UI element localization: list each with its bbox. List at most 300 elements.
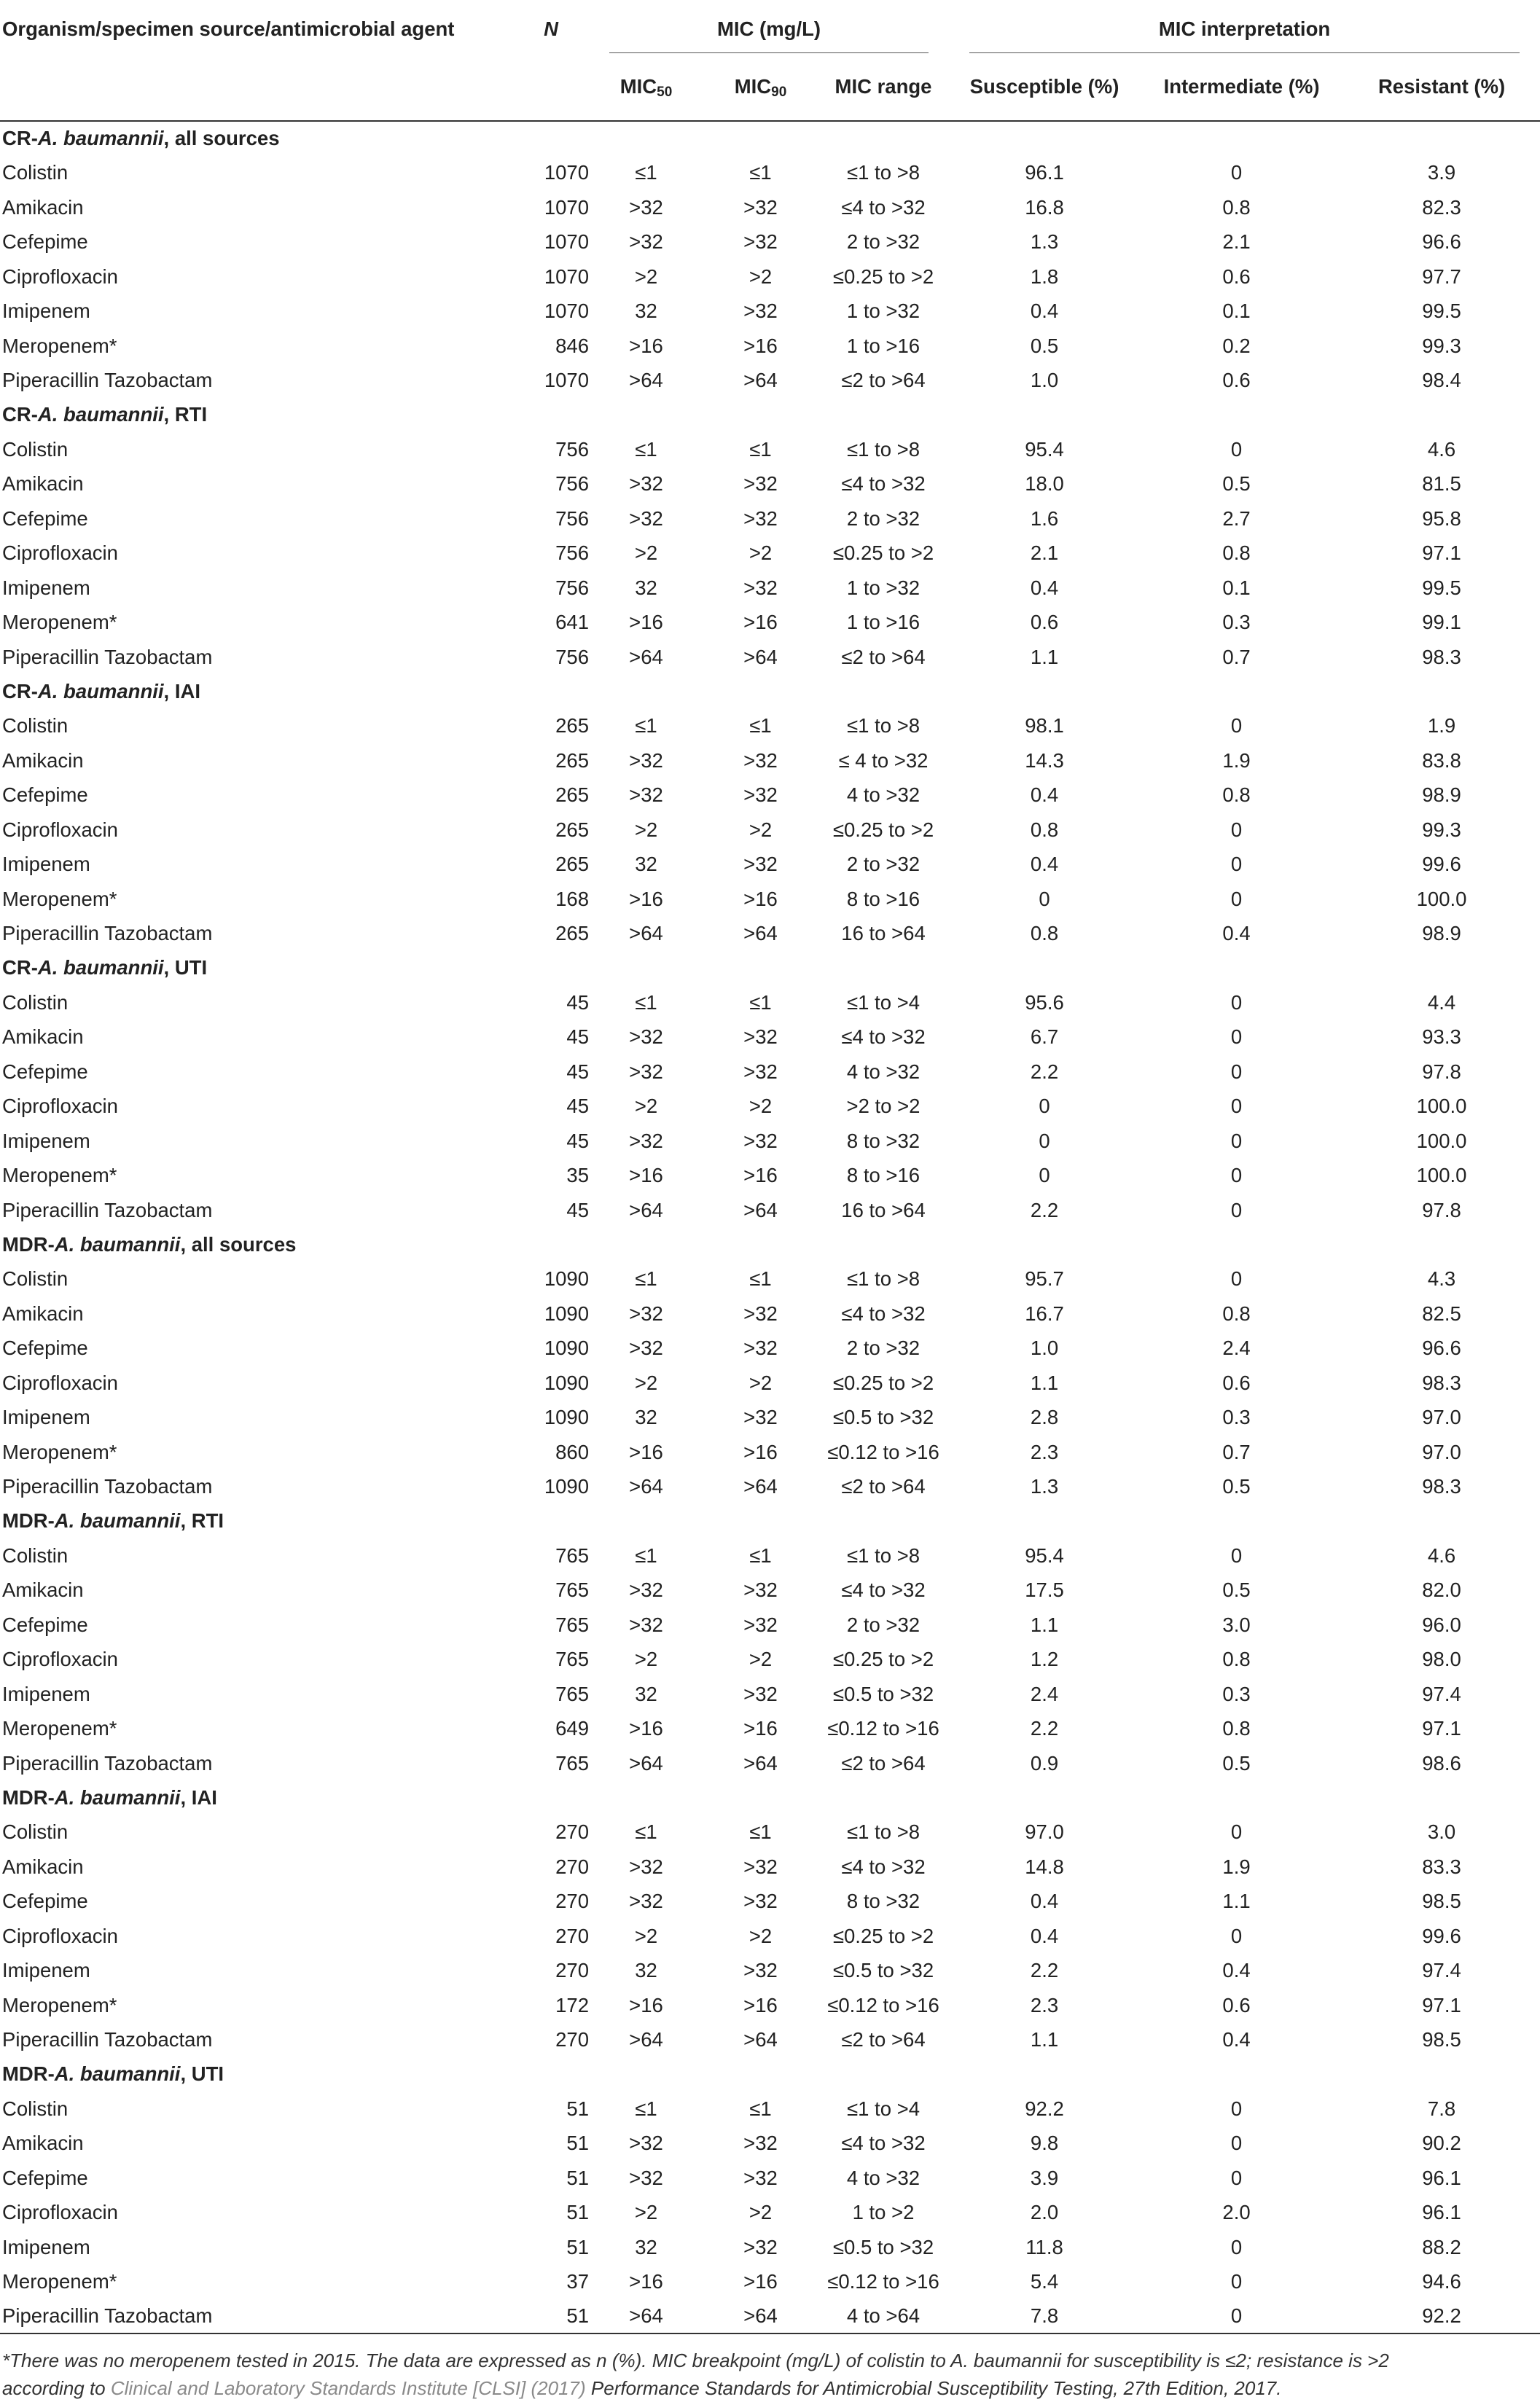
table-row [0, 2126, 1540, 2160]
table-row [0, 2195, 1540, 2229]
susceptible-cell: 17.5 [1025, 1578, 1064, 1602]
agent-cell: Meropenem* [2, 1440, 117, 1463]
resistant-cell: 99.5 [1422, 300, 1461, 323]
mic-range-cell: ≤4 to >32 [841, 2132, 926, 2155]
agent-cell: Amikacin [2, 1302, 84, 1325]
agent-cell: Piperacillin Tazobactam [2, 369, 213, 392]
mic-range-cell: ≤0.12 to >16 [827, 1440, 939, 1463]
resistant-cell: 96.1 [1422, 2166, 1461, 2189]
resistant-cell: 3.9 [1427, 161, 1456, 184]
mic-range-cell: ≤1 to >8 [847, 1267, 920, 1291]
susceptible-cell: 1.2 [1030, 1648, 1059, 1671]
section-source: , RTI [180, 1509, 224, 1533]
n-cell: 765 [555, 1578, 589, 1602]
mic-range-cell: ≤1 to >8 [847, 1544, 920, 1567]
n-cell: 1090 [544, 1267, 589, 1291]
mic90-cell: >2 [748, 1648, 773, 1671]
intermediate-cell: 0 [1230, 1544, 1243, 1567]
mic50-base: MIC [619, 75, 657, 98]
section-prefix: CR- [2, 403, 38, 426]
section-heading [0, 2057, 1540, 2092]
resistant-cell: 100.0 [1416, 1164, 1467, 1187]
susceptible-cell: 0.4 [1030, 1924, 1059, 1947]
mic-range-cell: ≤4 to >32 [841, 1578, 926, 1602]
section-organism: A. baumannii [54, 1509, 181, 1533]
susceptible-cell: 2.0 [1030, 2201, 1059, 2224]
mic-range-cell: ≤1 to >8 [847, 1820, 920, 1844]
mic-range-cell: 1 to >16 [846, 334, 921, 357]
table-row [0, 1261, 1540, 1296]
susceptible-cell: 9.8 [1030, 2132, 1059, 2155]
mic50-cell: >32 [629, 472, 663, 496]
resistant-cell: 83.3 [1422, 1855, 1461, 1878]
susceptible-cell: 95.6 [1025, 990, 1064, 1014]
section-heading-row [0, 2057, 1540, 2092]
intermediate-cell: 0.3 [1222, 611, 1251, 634]
agent-cell: Colistin [2, 1544, 69, 1567]
table-row [0, 985, 1540, 1020]
table-row [0, 1331, 1540, 1365]
n-cell: 1070 [544, 161, 589, 184]
mic90-cell: >32 [743, 783, 778, 807]
agent-cell: Meropenem* [2, 2270, 117, 2293]
mic90-cell: >32 [743, 1890, 778, 1913]
mic-range-cell: 4 to >32 [846, 2166, 921, 2189]
mic50-cell: >2 [634, 1095, 658, 1118]
table-row [0, 813, 1540, 847]
n-cell: 51 [566, 2201, 589, 2224]
intermediate-cell: 2.7 [1222, 506, 1251, 530]
intermediate-cell: 0.3 [1222, 1682, 1251, 1705]
mic-range-cell: ≤2 to >64 [841, 645, 926, 668]
mic-range-cell: ≤1 to >8 [847, 437, 920, 461]
table-row [0, 1055, 1540, 1089]
table-row [0, 1020, 1540, 1054]
mic-range-cell: 2 to >32 [846, 1337, 921, 1360]
susceptible-cell: 0 [1039, 887, 1050, 910]
n-cell: 270 [555, 1924, 589, 1947]
n-cell: 265 [555, 714, 589, 738]
mic90-cell: >64 [743, 645, 778, 668]
table-body [0, 121, 1540, 2333]
table-row [0, 2022, 1540, 2057]
mic-range-cell: ≤0.25 to >2 [832, 265, 934, 288]
mic90-cell: >2 [748, 1924, 773, 1947]
table-row [0, 1815, 1540, 1849]
intermediate-cell: 0 [1230, 437, 1243, 461]
agent-cell: Amikacin [2, 472, 84, 496]
n-cell: 765 [555, 1648, 589, 1671]
mic-range-cell: >2 to >2 [846, 1095, 921, 1118]
intermediate-cell: 0 [1230, 990, 1243, 1014]
resistant-cell: 4.4 [1427, 990, 1456, 1014]
n-cell: 765 [555, 1682, 589, 1705]
intermediate-cell: 0.1 [1222, 300, 1251, 323]
section-heading-row [0, 398, 1540, 432]
section-source: , IAI [163, 679, 200, 703]
table-row [0, 2161, 1540, 2195]
resistant-cell: 99.1 [1422, 611, 1461, 634]
mic90-cell: >32 [743, 1959, 778, 1982]
intermediate-cell: 0.4 [1222, 2028, 1251, 2051]
n-cell: 270 [555, 1855, 589, 1878]
agent-cell: Piperacillin Tazobactam [2, 645, 213, 668]
resistant-cell: 98.9 [1422, 922, 1461, 945]
mic-range-cell: 1 to >2 [852, 2201, 915, 2224]
table-row [0, 1435, 1540, 1469]
mic50-sub: 50 [657, 85, 673, 101]
mic90-cell: >32 [743, 576, 778, 599]
n-cell: 265 [555, 922, 589, 945]
section-prefix: CR- [2, 679, 38, 703]
resistant-cell: 82.3 [1422, 195, 1461, 219]
table-row [0, 708, 1540, 743]
section-prefix: MDR- [2, 1232, 55, 1256]
mic90-cell: ≤1 [749, 1820, 772, 1844]
intermediate-cell: 0.5 [1222, 1475, 1251, 1498]
resistant-cell: 81.5 [1422, 472, 1461, 496]
susceptible-cell: 92.2 [1025, 2097, 1064, 2120]
table-row [0, 363, 1540, 397]
mic-range-cell: ≤0.25 to >2 [832, 1371, 934, 1394]
agent-cell: Amikacin [2, 1578, 84, 1602]
section-organism: A. baumannii [37, 679, 164, 703]
agent-cell: Meropenem* [2, 611, 117, 634]
mic90-cell: ≤1 [749, 2097, 772, 2120]
mic50-cell: ≤1 [635, 1820, 657, 1844]
intermediate-cell: 0.6 [1222, 1993, 1251, 2016]
intermediate-cell: 0 [1230, 1198, 1243, 1221]
agent-cell: Colistin [2, 437, 69, 461]
agent-cell: Ciprofloxacin [2, 1648, 118, 1671]
n-cell: 51 [500, 2299, 589, 2333]
agent-cell: Imipenem [2, 1682, 90, 1705]
header-mic-group-label: MIC (mg/L) [716, 17, 821, 40]
table-row [0, 778, 1540, 812]
agent-cell: Imipenem [2, 1129, 90, 1152]
mic50-cell: >16 [629, 1993, 663, 2016]
mic-range-cell: ≤0.5 to >32 [832, 1682, 934, 1705]
table-row [0, 329, 1540, 363]
mic50-cell: >64 [589, 2299, 703, 2333]
intermediate-cell: 0.6 [1222, 369, 1251, 392]
section-source: , RTI [163, 403, 208, 426]
n-cell: 1070 [544, 369, 589, 392]
mic90-cell: >2 [748, 265, 773, 288]
intermediate-cell: 0.2 [1222, 334, 1251, 357]
n-cell: 1070 [544, 195, 589, 219]
table-row [0, 1400, 1540, 1434]
n-cell: 265 [555, 818, 589, 841]
header-intermediate: Intermediate (%) [1140, 53, 1343, 121]
table-row [0, 1746, 1540, 1780]
mic50-cell: >32 [629, 230, 663, 254]
mic-range-cell: 4 to >64 [818, 2299, 949, 2333]
mic90-cell: >16 [743, 1440, 778, 1463]
section-heading [0, 1504, 1540, 1538]
resistant-cell: 1.9 [1427, 714, 1456, 738]
resistant-cell: 3.0 [1427, 1820, 1456, 1844]
mic-range-cell: 8 to >16 [846, 1164, 921, 1187]
mic50-cell: >32 [629, 1578, 663, 1602]
resistant-cell: 97.7 [1422, 265, 1461, 288]
mic90-cell: >32 [743, 853, 778, 876]
mic90-cell: >32 [743, 1025, 778, 1049]
mic90-cell: >64 [743, 369, 778, 392]
susceptible-cell: 0.4 [1030, 1890, 1059, 1913]
mic90-cell: ≤1 [749, 161, 772, 184]
intermediate-cell: 1.9 [1222, 748, 1251, 772]
mic50-cell: 32 [635, 853, 657, 876]
agent-cell: Colistin [2, 714, 69, 738]
section-prefix: MDR- [2, 1785, 55, 1809]
mic-range-cell: 2 to >32 [846, 230, 921, 254]
footnote-line-2-pre: according to [2, 2377, 111, 2399]
mic90-cell: ≤1 [749, 1267, 772, 1291]
resistant-cell: 99.6 [1422, 853, 1461, 876]
section-prefix: MDR- [2, 1509, 55, 1533]
susceptible-cell: 16.8 [1025, 195, 1064, 219]
mic-range-cell: ≤0.25 to >2 [832, 1648, 934, 1671]
agent-cell: Imipenem [2, 2235, 90, 2258]
mic90-cell: >32 [743, 1302, 778, 1325]
mic90-cell: >32 [743, 1337, 778, 1360]
agent-cell: Colistin [2, 990, 69, 1014]
intermediate-cell: 0.8 [1222, 1717, 1251, 1740]
mic90-base: MIC [734, 75, 772, 98]
susceptible-cell: 0 [1039, 1129, 1050, 1152]
section-heading [0, 121, 1540, 155]
n-cell: 1070 [544, 265, 589, 288]
mic90-cell: >16 [743, 611, 778, 634]
footnote-reference-link[interactable]: Clinical and Laboratory Standards Institute [CLSI] (2017) [110, 2377, 586, 2399]
mic50-cell: >16 [629, 334, 663, 357]
footnote-line-2 [2, 2374, 1533, 2402]
n-cell: 172 [555, 1993, 589, 2016]
table-row [0, 1884, 1540, 1918]
table-row [0, 466, 1540, 501]
table-row [0, 294, 1540, 328]
header-n-label: N [544, 17, 558, 40]
table-row [0, 155, 1540, 189]
header-interpretation-group [949, 0, 1540, 53]
mic-range-cell: 1 to >16 [846, 611, 921, 634]
resistant-cell: 96.6 [1422, 230, 1461, 254]
resistant-cell: 97.8 [1422, 1060, 1461, 1083]
resistant-cell: 99.3 [1422, 334, 1461, 357]
agent-cell: Cefepime [2, 1890, 88, 1913]
agent-cell: Ciprofloxacin [2, 2201, 118, 2224]
mic90-cell: >2 [748, 1095, 773, 1118]
mic50-cell: >2 [634, 541, 658, 565]
mic90-cell: >16 [743, 1717, 778, 1740]
n-cell: 846 [555, 334, 589, 357]
mic90-cell: >16 [743, 2270, 778, 2293]
resistant-cell: 100.0 [1416, 1129, 1467, 1152]
section-heading-row [0, 1780, 1540, 1815]
mic-range-cell: ≤0.25 to >2 [832, 818, 934, 841]
table-header [0, 0, 1540, 121]
susceptible-cell: 2.2 [1030, 1959, 1059, 1982]
intermediate-cell: 0 [1140, 2299, 1343, 2333]
intermediate-cell: 2.1 [1222, 230, 1251, 254]
table-row [0, 432, 1540, 466]
intermediate-cell: 0 [1230, 1267, 1243, 1291]
mic50-cell: 32 [635, 2235, 657, 2258]
header-mic-group [589, 0, 949, 53]
resistant-cell: 4.6 [1427, 437, 1456, 461]
n-cell: 51 [566, 2097, 589, 2120]
mic90-cell: >32 [743, 506, 778, 530]
intermediate-cell: 0.8 [1222, 195, 1251, 219]
agent-cell: Imipenem [2, 1406, 90, 1429]
mic50-cell: ≤1 [635, 437, 657, 461]
mic50-cell: >2 [634, 1648, 658, 1671]
intermediate-cell: 0.3 [1222, 1406, 1251, 1429]
resistant-cell: 97.0 [1422, 1406, 1461, 1429]
section-heading-row [0, 1504, 1540, 1538]
agent-cell: Piperacillin Tazobactam [0, 2299, 500, 2333]
footnote-line-2-post: Performance Standards for Antimicrobial Susceptibility Testing, 27th Edition, 2017. [585, 2377, 1282, 2399]
n-cell: 756 [555, 576, 589, 599]
resistant-cell: 94.6 [1422, 2270, 1461, 2293]
mic-range-cell: ≤ 4 to >32 [838, 748, 929, 772]
section-heading-row [0, 121, 1540, 155]
mic50-cell: >32 [629, 1613, 663, 1636]
susceptible-cell: 0.4 [1030, 576, 1059, 599]
table-row [0, 1573, 1540, 1607]
mic50-cell: >32 [629, 506, 663, 530]
mic50-cell: >32 [629, 1855, 663, 1878]
intermediate-cell: 0.5 [1222, 472, 1251, 496]
susceptible-cell: 5.4 [1030, 2270, 1059, 2293]
resistant-cell: 7.8 [1427, 2097, 1456, 2120]
section-source: , UTI [180, 2062, 224, 2086]
agent-cell: Piperacillin Tazobactam [2, 922, 213, 945]
susceptible-cell: 1.0 [1030, 1337, 1059, 1360]
n-cell: 1090 [544, 1337, 589, 1360]
intermediate-cell: 0 [1230, 1095, 1243, 1118]
mic90-cell: >16 [743, 887, 778, 910]
intermediate-cell: 0 [1230, 1164, 1243, 1187]
resistant-cell: 98.6 [1422, 1751, 1461, 1775]
resistant-cell: 93.3 [1422, 1025, 1461, 1049]
mic90-cell: >32 [743, 1060, 778, 1083]
resistant-cell: 100.0 [1416, 1095, 1467, 1118]
n-cell: 45 [566, 1095, 589, 1118]
n-cell: 270 [555, 2028, 589, 2051]
header-agent: Organism/specimen source/antimicrobial agent [0, 0, 500, 121]
susceptible-cell: 2.1 [1030, 541, 1059, 565]
mic50-cell: >16 [629, 2270, 663, 2293]
resistant-cell: 97.8 [1422, 1198, 1461, 1221]
mic90-cell: >2 [748, 2201, 773, 2224]
agent-cell: Ciprofloxacin [2, 1095, 118, 1118]
footnote-line-1: *There was no meropenem tested in 2015. The data are expressed as n (%). MIC breakpoint (mg/L) of colistin to A. baumannii for susceptibility is ≤2; resistance is >2 [2, 2350, 1389, 2371]
mic90-cell: >32 [743, 1129, 778, 1152]
susceptible-cell: 1.3 [1030, 230, 1059, 254]
mic-range-cell: ≤4 to >32 [841, 1855, 926, 1878]
mic90-cell: >32 [743, 1578, 778, 1602]
agent-cell: Ciprofloxacin [2, 1924, 118, 1947]
mic-range-cell: ≤4 to >32 [841, 472, 926, 496]
mic50-cell: >32 [629, 1129, 663, 1152]
section-organism: A. baumannii [37, 127, 164, 150]
mic50-cell: >2 [634, 818, 658, 841]
section-prefix: CR- [2, 127, 38, 150]
section-source: , all sources [163, 127, 280, 150]
susceptible-cell: 0.4 [1030, 300, 1059, 323]
resistant-cell: 98.4 [1422, 369, 1461, 392]
mic-range-cell: 2 to >32 [846, 506, 921, 530]
n-cell: 265 [555, 783, 589, 807]
mic-range-cell: 8 to >16 [846, 887, 921, 910]
resistant-cell: 97.1 [1422, 1993, 1461, 2016]
mic50-cell: ≤1 [635, 714, 657, 738]
mic90-sub: 90 [771, 85, 787, 101]
susceptible-cell: 6.7 [1030, 1025, 1059, 1049]
n-cell: 51 [566, 2132, 589, 2155]
susceptible-cell: 0.5 [1030, 334, 1059, 357]
mic90-cell: ≤1 [749, 714, 772, 738]
mic-range-cell: ≤0.25 to >2 [832, 1924, 934, 1947]
n-cell: 756 [555, 472, 589, 496]
mic-range-cell: 2 to >32 [846, 1613, 921, 1636]
n-cell: 270 [555, 1890, 589, 1913]
susceptible-cell: 0.6 [1030, 611, 1059, 634]
susceptible-cell: 0 [1039, 1164, 1050, 1187]
mic50-cell: 32 [635, 300, 657, 323]
resistant-cell: 97.4 [1422, 1682, 1461, 1705]
susceptible-cell: 1.8 [1030, 265, 1059, 288]
intermediate-cell: 0.7 [1222, 1440, 1251, 1463]
mic50-cell: >32 [629, 195, 663, 219]
agent-cell: Cefepime [2, 1060, 88, 1083]
susceptible-cell: 1.1 [1030, 1371, 1059, 1394]
table-row [0, 847, 1540, 881]
mic90-cell: >32 [743, 1613, 778, 1636]
mic50-cell: >64 [629, 2028, 663, 2051]
mic50-cell: 32 [635, 576, 657, 599]
table-row [0, 571, 1540, 605]
resistant-cell: 97.4 [1422, 1959, 1461, 1982]
n-cell: 649 [555, 1717, 589, 1740]
resistant-cell: 98.3 [1422, 645, 1461, 668]
intermediate-cell: 0.5 [1222, 1751, 1251, 1775]
susceptible-cell: 1.1 [1030, 645, 1059, 668]
intermediate-cell: 0.4 [1222, 1959, 1251, 1982]
n-cell: 37 [566, 2270, 589, 2293]
mic-range-cell: ≤2 to >64 [841, 1475, 926, 1498]
susceptible-cell: 2.2 [1030, 1060, 1059, 1083]
susceptible-cell: 11.8 [1025, 2235, 1063, 2258]
mic90-cell: >2 [748, 541, 773, 565]
susceptible-cell: 3.9 [1030, 2166, 1059, 2189]
agent-cell: Ciprofloxacin [2, 818, 118, 841]
agent-cell: Imipenem [2, 853, 90, 876]
intermediate-cell: 3.0 [1222, 1613, 1251, 1636]
mic-range-cell: 4 to >32 [846, 783, 921, 807]
mic-range-cell: 1 to >32 [846, 300, 921, 323]
table-row [0, 2264, 1540, 2299]
susceptible-cell: 1.0 [1030, 369, 1059, 392]
mic-range-cell: 8 to >32 [846, 1129, 921, 1152]
section-organism: A. baumannii [54, 1232, 181, 1256]
agent-cell: Cefepime [2, 230, 88, 254]
agent-cell: Colistin [2, 2097, 69, 2120]
mic-range-cell: ≤2 to >64 [841, 1751, 926, 1775]
susceptible-cell: 1.1 [1030, 2028, 1059, 2051]
